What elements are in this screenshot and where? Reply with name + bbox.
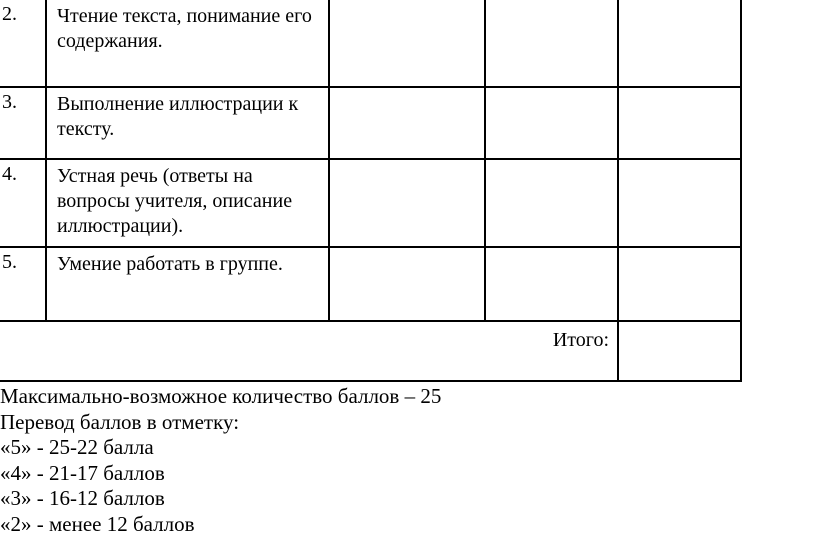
total-score-cell <box>618 321 741 381</box>
criterion-text: Устная речь (ответы на вопросы учителя, описание иллюстрации). <box>46 159 329 247</box>
row-number: 2. <box>0 0 46 87</box>
score-cell <box>618 0 741 87</box>
score-cell <box>485 159 618 247</box>
row-number: 5. <box>0 247 46 321</box>
criterion-text: Умение работать в группе. <box>46 247 329 321</box>
row-number: 4. <box>0 159 46 247</box>
grade-4-text: «4» - 21-17 баллов <box>0 460 165 485</box>
grade-5-text: «5» - 25-22 балла <box>0 435 154 460</box>
criterion-text: Выполнение иллюстрации к тексту. <box>46 87 329 159</box>
score-cell <box>618 159 741 247</box>
score-cell <box>618 247 741 321</box>
grade-2-text: «2» - менее 12 баллов <box>0 511 195 536</box>
score-cell <box>618 87 741 159</box>
grading-notes <box>0 384 441 538</box>
score-cell <box>485 0 618 87</box>
table-row <box>0 247 741 321</box>
total-label: Итого: <box>0 321 618 381</box>
total-row <box>0 321 741 381</box>
table-row <box>0 87 741 159</box>
criterion-text: Чтение текста, понимание его содержания. <box>46 0 329 87</box>
table-row <box>0 159 741 247</box>
score-cell <box>329 0 485 87</box>
score-cell <box>329 159 485 247</box>
conversion-title: Перевод баллов в отметку: <box>0 409 240 434</box>
score-cell <box>485 87 618 159</box>
score-cell <box>329 87 485 159</box>
max-score-text: Максимально-возможное количество баллов – 25 <box>0 384 442 408</box>
score-cell <box>329 247 485 321</box>
grade-3-text: «3» - 16-12 баллов <box>0 486 165 511</box>
row-number: 3. <box>0 87 46 159</box>
table-row <box>0 0 741 87</box>
score-cell <box>485 247 618 321</box>
